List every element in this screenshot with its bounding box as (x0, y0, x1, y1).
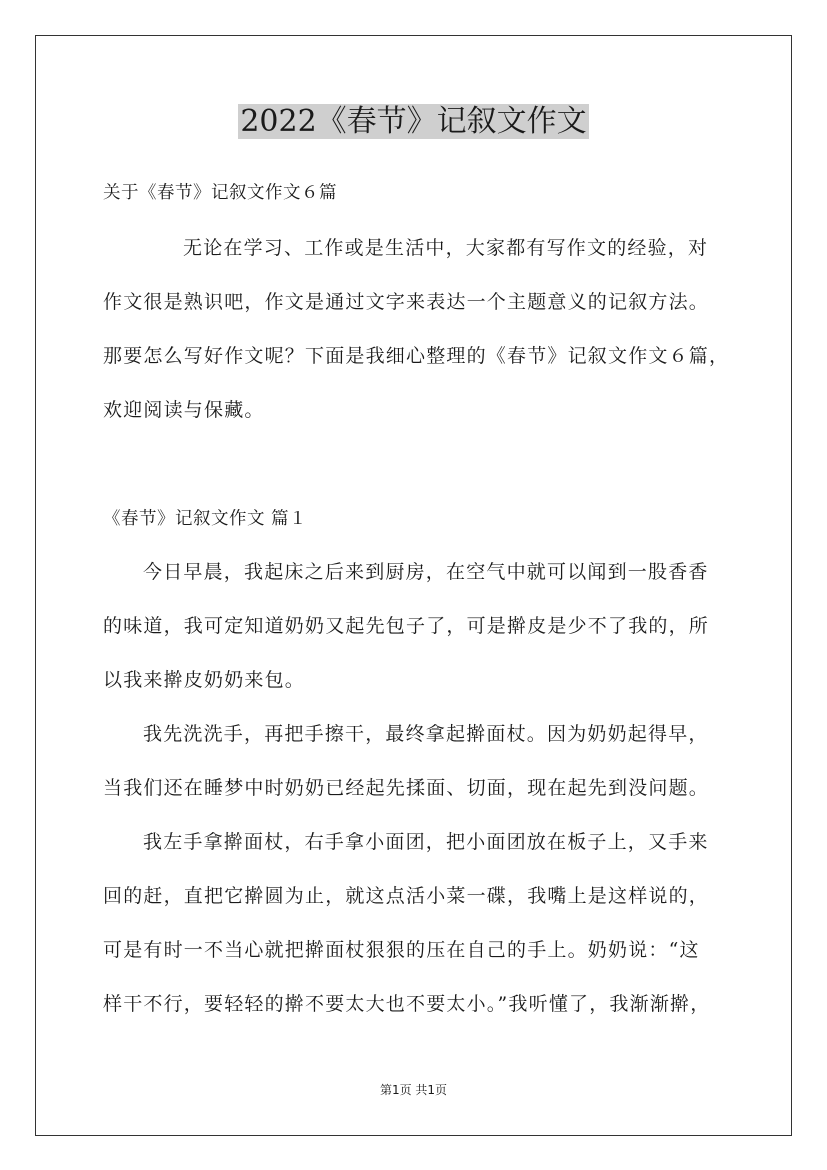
section-heading: 《春节》记叙文作文 篇１ (103, 509, 308, 529)
body-line: 我左手拿擀面杖，右手拿小面团，把小面团放在板子上，又手来 (143, 831, 709, 853)
body-line: 以我来擀皮奶奶来包。 (103, 669, 306, 691)
intro-line: 那要怎么写好作文呢？下面是我细心整理的《春节》记叙文作文６篇， (103, 345, 730, 367)
body-line: 回的赶，直把它擀圆为止，就这点活小菜一碟，我嘴上是这样说的， (103, 885, 710, 907)
document-title-text: 2022《春节》记叙文作文 (240, 104, 587, 139)
intro-line: 欢迎阅读与保藏。 (103, 399, 265, 421)
body-line: 我先洗洗手，再把手擦干，最终拿起擀面杖。因为奶奶起得早， (143, 723, 709, 745)
intro-heading: 关于《春节》记叙文作文６篇 (103, 183, 337, 203)
body-line: 样干不行，要轻轻的擀不要太大也不要太小。”我听懂了，我渐渐擀， (103, 993, 711, 1015)
page-footer: 第1页 共1页 (379, 1083, 448, 1097)
body-line: 今日早晨，我起床之后来到厨房，在空气中就可以闻到一股香香 (143, 561, 709, 583)
intro-line: 无论在学习、工作或是生活中，大家都有写作文的经验，对 (183, 237, 709, 259)
document-title (0, 100, 827, 144)
body-line: 当我们还在睡梦中时奶奶已经起先揉面、切面，现在起先到没问题。 (103, 777, 710, 799)
intro-line: 作文很是熟识吧，作文是通过文字来表达一个主题意义的记叙方法。 (103, 291, 710, 313)
body-line: 的味道，我可定知道奶奶又起先包子了，可是擀皮是少不了我的，所 (103, 615, 710, 637)
body-line: 可是有时一不当心就把擀面杖狠狠的压在自己的手上。奶奶说：“这 (103, 939, 700, 961)
